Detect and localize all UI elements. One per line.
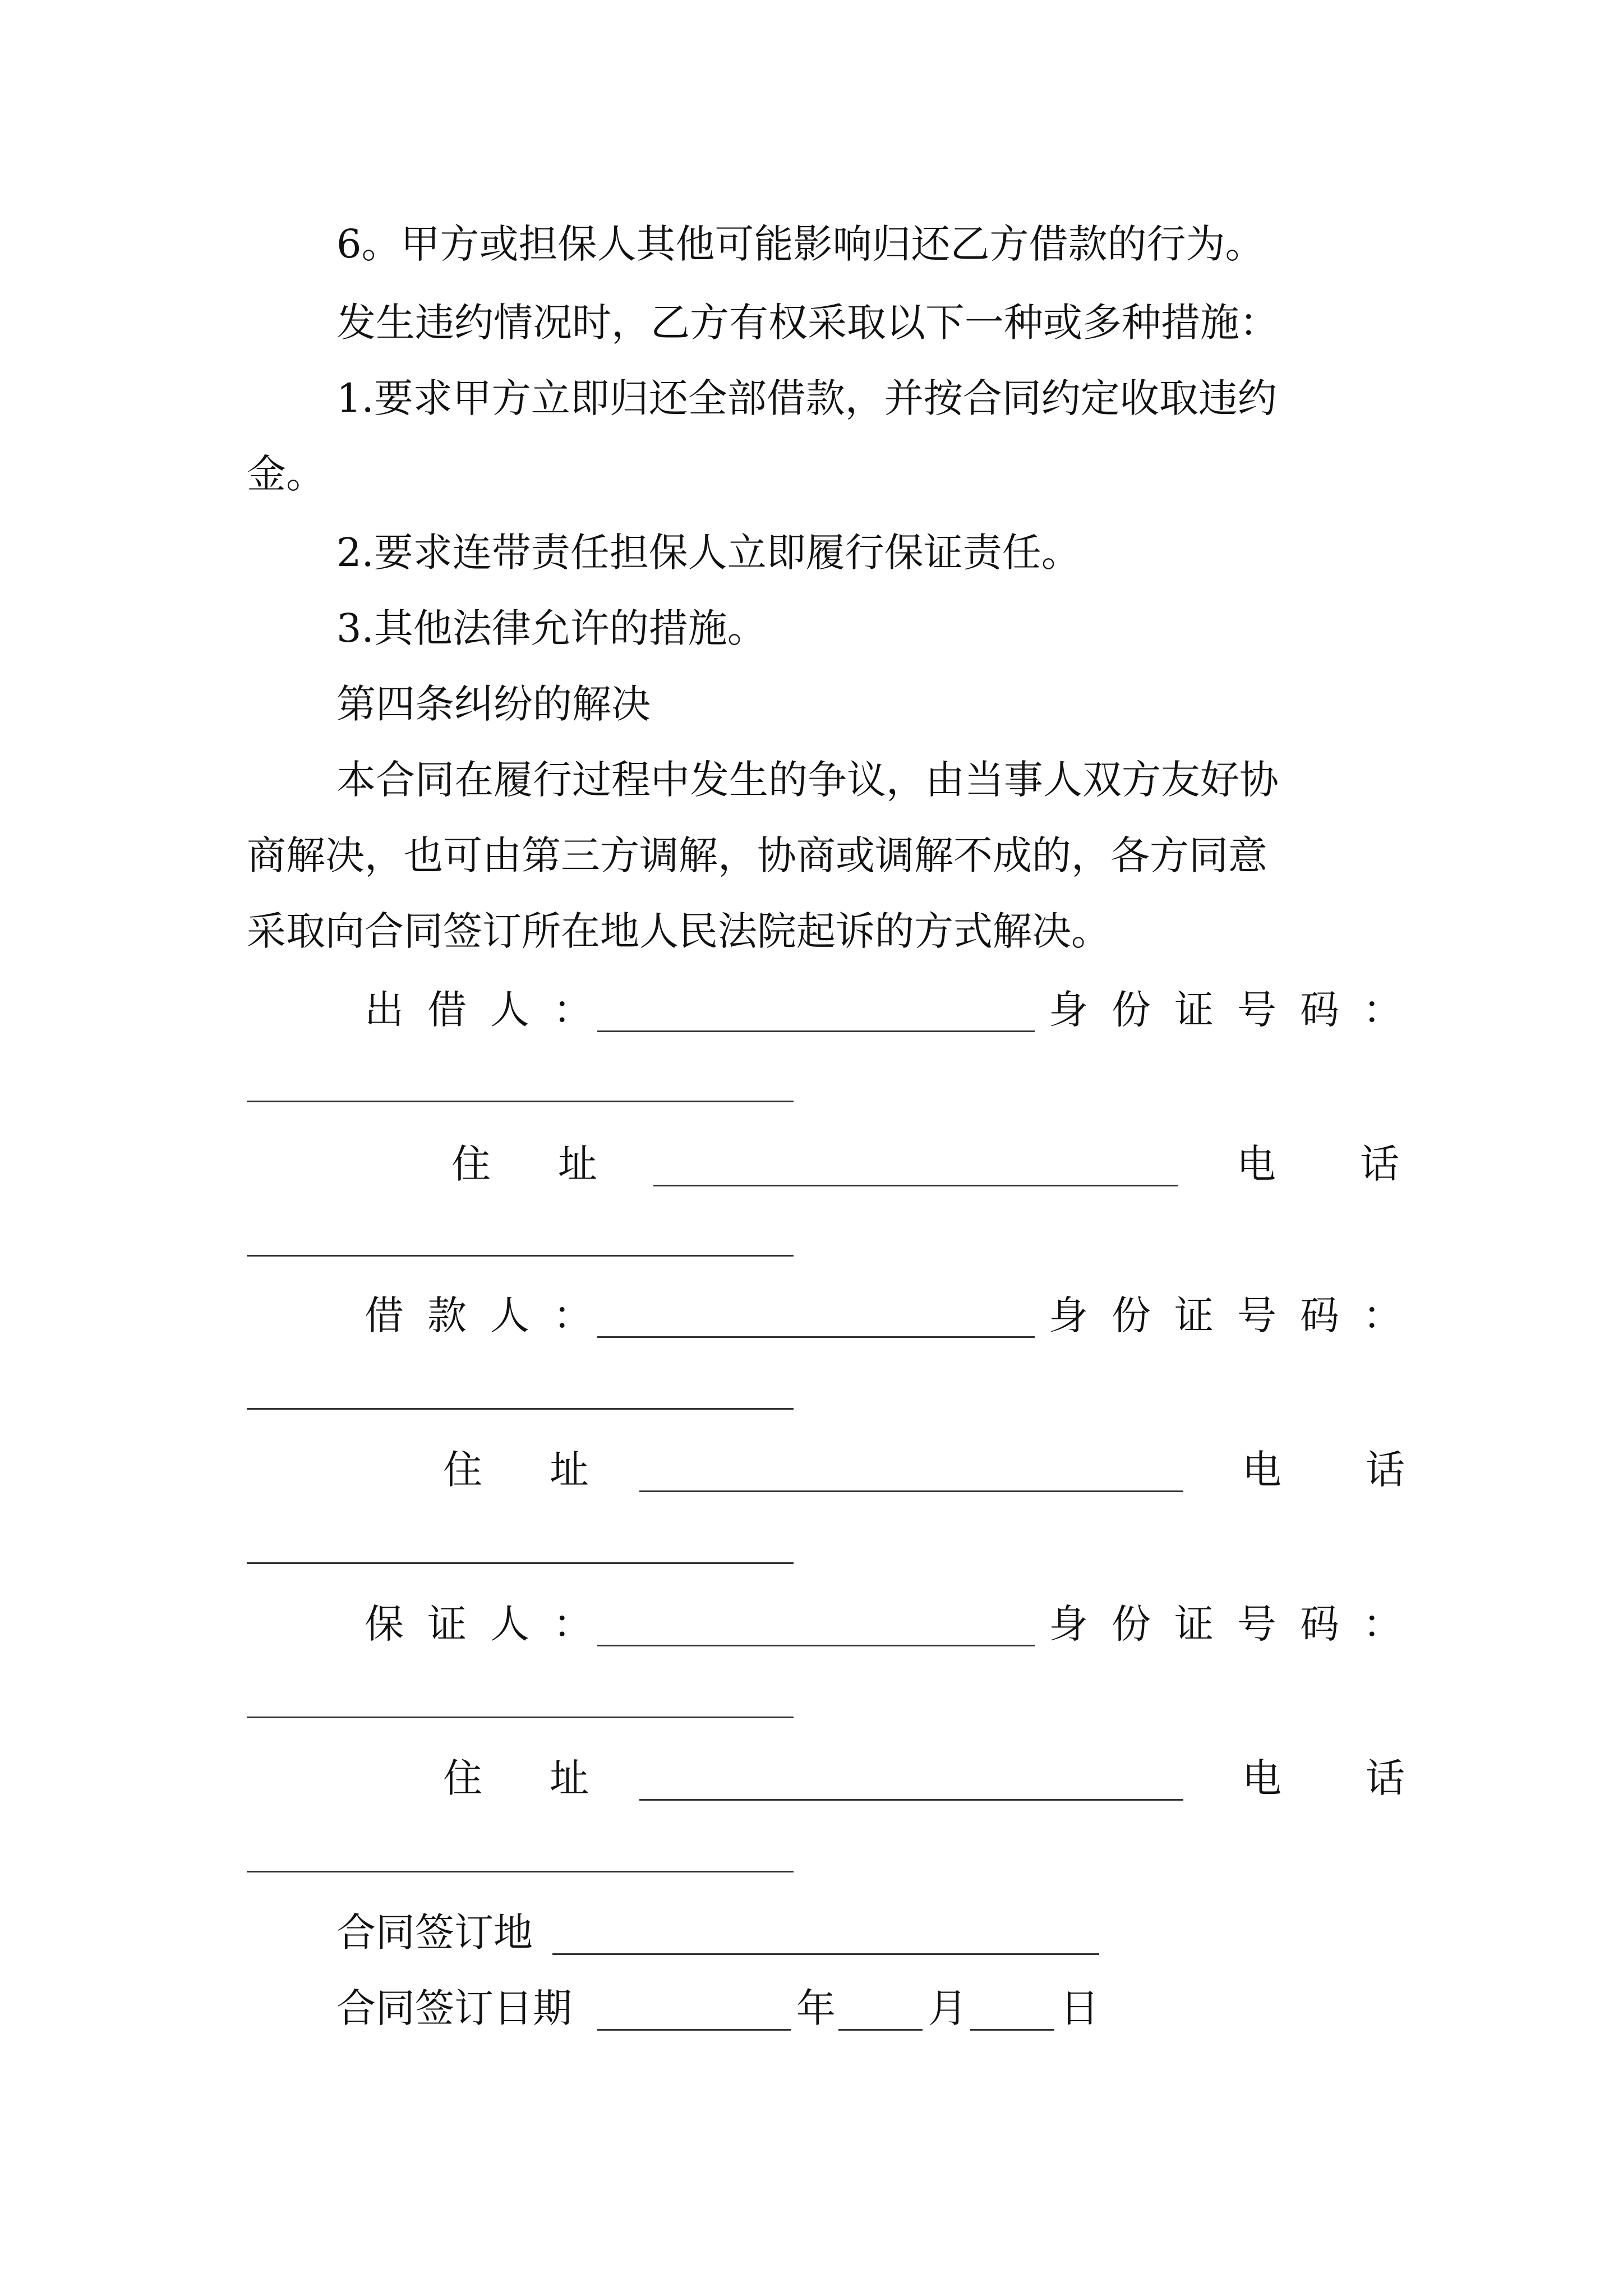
signing-place-label: 合同签订地 xyxy=(336,1910,533,1955)
lender-address-label: 住址 xyxy=(451,1141,665,1187)
signing-place-field[interactable] xyxy=(552,1953,1099,1955)
article-4-line-3: 采取向合同签订所在地人民法院起诉的方式解决。 xyxy=(247,908,1110,954)
lender-phone-label: 电话 xyxy=(1237,1141,1483,1187)
lender-id-label: 身份证号码： xyxy=(1049,987,1426,1033)
borrower-address-field[interactable] xyxy=(639,1490,1183,1492)
measure-1-line-2: 金。 xyxy=(247,451,325,497)
borrower-label: 借款人： xyxy=(365,1292,616,1338)
guarantor-address-field[interactable] xyxy=(639,1799,1183,1801)
guarantor-label: 保证人： xyxy=(365,1601,616,1647)
guarantor-address-label: 住址 xyxy=(443,1755,656,1801)
measure-3: 3.其他法律允许的措施。 xyxy=(336,605,767,651)
article-4-title: 第四条纠纷的解决 xyxy=(336,681,651,727)
signing-day-field[interactable] xyxy=(970,2029,1054,2031)
signing-date-label: 合同签订日期 xyxy=(336,1985,572,2031)
article-4-line-2: 商解决，也可由第三方调解，协商或调解不成的，各方同意 xyxy=(247,832,1267,878)
guarantor-id-label: 身份证号码： xyxy=(1049,1601,1426,1647)
signing-year-field[interactable] xyxy=(597,2029,791,2031)
lender-address-field[interactable] xyxy=(653,1185,1178,1186)
signing-year-label: 年 xyxy=(796,1985,836,2031)
borrower-id-field[interactable] xyxy=(247,1408,794,1410)
guarantor-phone-field[interactable] xyxy=(247,1871,794,1872)
guarantor-phone-label: 电话 xyxy=(1242,1755,1489,1801)
lender-id-field[interactable] xyxy=(247,1101,794,1102)
clause-item-6: 6。甲方或担保人其他可能影响归还乙方借款的行为。 xyxy=(336,221,1265,267)
lender-phone-field[interactable] xyxy=(247,1255,794,1257)
borrower-phone-label: 电话 xyxy=(1242,1447,1489,1493)
signing-day-label: 日 xyxy=(1060,1985,1099,2031)
measure-1-line-1: 1.要求甲方立即归还全部借款，并按合同约定收取违约 xyxy=(336,375,1277,421)
borrower-name-field[interactable] xyxy=(597,1336,1035,1338)
guarantor-name-field[interactable] xyxy=(597,1645,1035,1646)
borrower-phone-field[interactable] xyxy=(247,1562,794,1564)
measure-2: 2.要求连带责任担保人立即履行保证责任。 xyxy=(336,530,1081,576)
lender-name-field[interactable] xyxy=(597,1030,1035,1032)
signing-month-label: 月 xyxy=(928,1985,967,2031)
breach-intro: 发生违约情况时，乙方有权采取以下一种或多种措施： xyxy=(336,300,1279,346)
signing-month-field[interactable] xyxy=(838,2029,923,2031)
borrower-address-label: 住址 xyxy=(443,1447,656,1493)
article-4-line-1: 本合同在履行过程中发生的争议，由当事人双方友好协 xyxy=(336,757,1279,803)
guarantor-id-field[interactable] xyxy=(247,1717,794,1718)
borrower-id-label: 身份证号码： xyxy=(1049,1292,1426,1338)
lender-label: 出借人： xyxy=(365,987,616,1033)
